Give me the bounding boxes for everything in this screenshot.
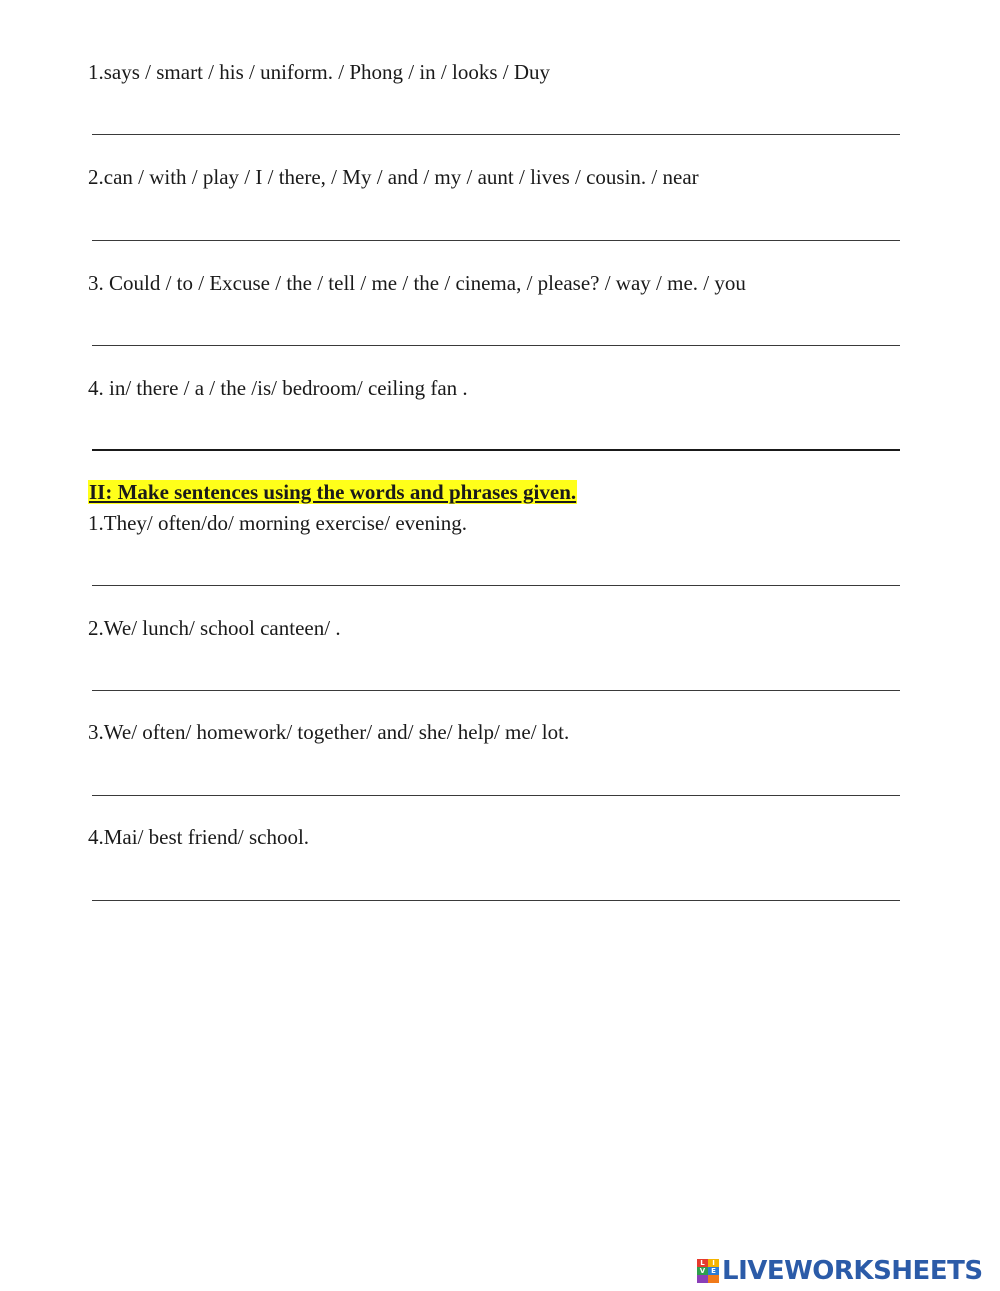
liveworksheets-logo [697, 1256, 983, 1286]
logo-block-e: E [708, 1267, 719, 1275]
answer-line-1-1[interactable] [92, 134, 900, 135]
exercise-2-item-1: 1.They/ often/do/ morning exercise/ evening. [88, 511, 468, 535]
answer-line-1-3[interactable] [92, 345, 900, 346]
liveworksheets-logo-icon [697, 1259, 719, 1283]
logo-block-purple [697, 1275, 708, 1283]
logo-block-orange [708, 1275, 719, 1283]
section-2-heading: II: Make sentences using the words and phrases given. [89, 480, 577, 504]
exercise-1-item-1: 1.says / smart / his / uniform. / Phong / in / looks / Duy [88, 60, 551, 84]
exercise-2-item-2: 2.We/ lunch/ school canteen/ . [88, 616, 341, 640]
logo-wordmark: LIVEWORKSHEETS [722, 1256, 983, 1286]
exercise-2-item-4: 4.Mai/ best friend/ school. [88, 825, 310, 849]
exercise-1-item-2: 2.can / with / play / I / there, / My / and / my / aunt / lives / cousin. / near [88, 165, 699, 189]
answer-line-2-3[interactable] [92, 795, 900, 796]
logo-block-v: V [697, 1267, 708, 1275]
answer-line-2-2[interactable] [92, 690, 900, 691]
answer-line-1-2[interactable] [92, 240, 900, 241]
exercise-1-item-4: 4. in/ there / a / the /is/ bedroom/ ceiling fan . [88, 376, 468, 400]
logo-block-l: L [697, 1259, 708, 1267]
logo-block-i: I [708, 1259, 719, 1267]
exercise-2-item-3: 3.We/ often/ homework/ together/ and/ she/ help/ me/ lot. [88, 720, 570, 744]
exercise-1-item-3: 3. Could / to / Excuse / the / tell / me / the / cinema, / please? / way / me. / you [88, 271, 746, 295]
answer-line-2-4[interactable] [92, 900, 900, 901]
answer-line-1-4[interactable] [92, 449, 900, 451]
answer-line-2-1[interactable] [92, 585, 900, 586]
